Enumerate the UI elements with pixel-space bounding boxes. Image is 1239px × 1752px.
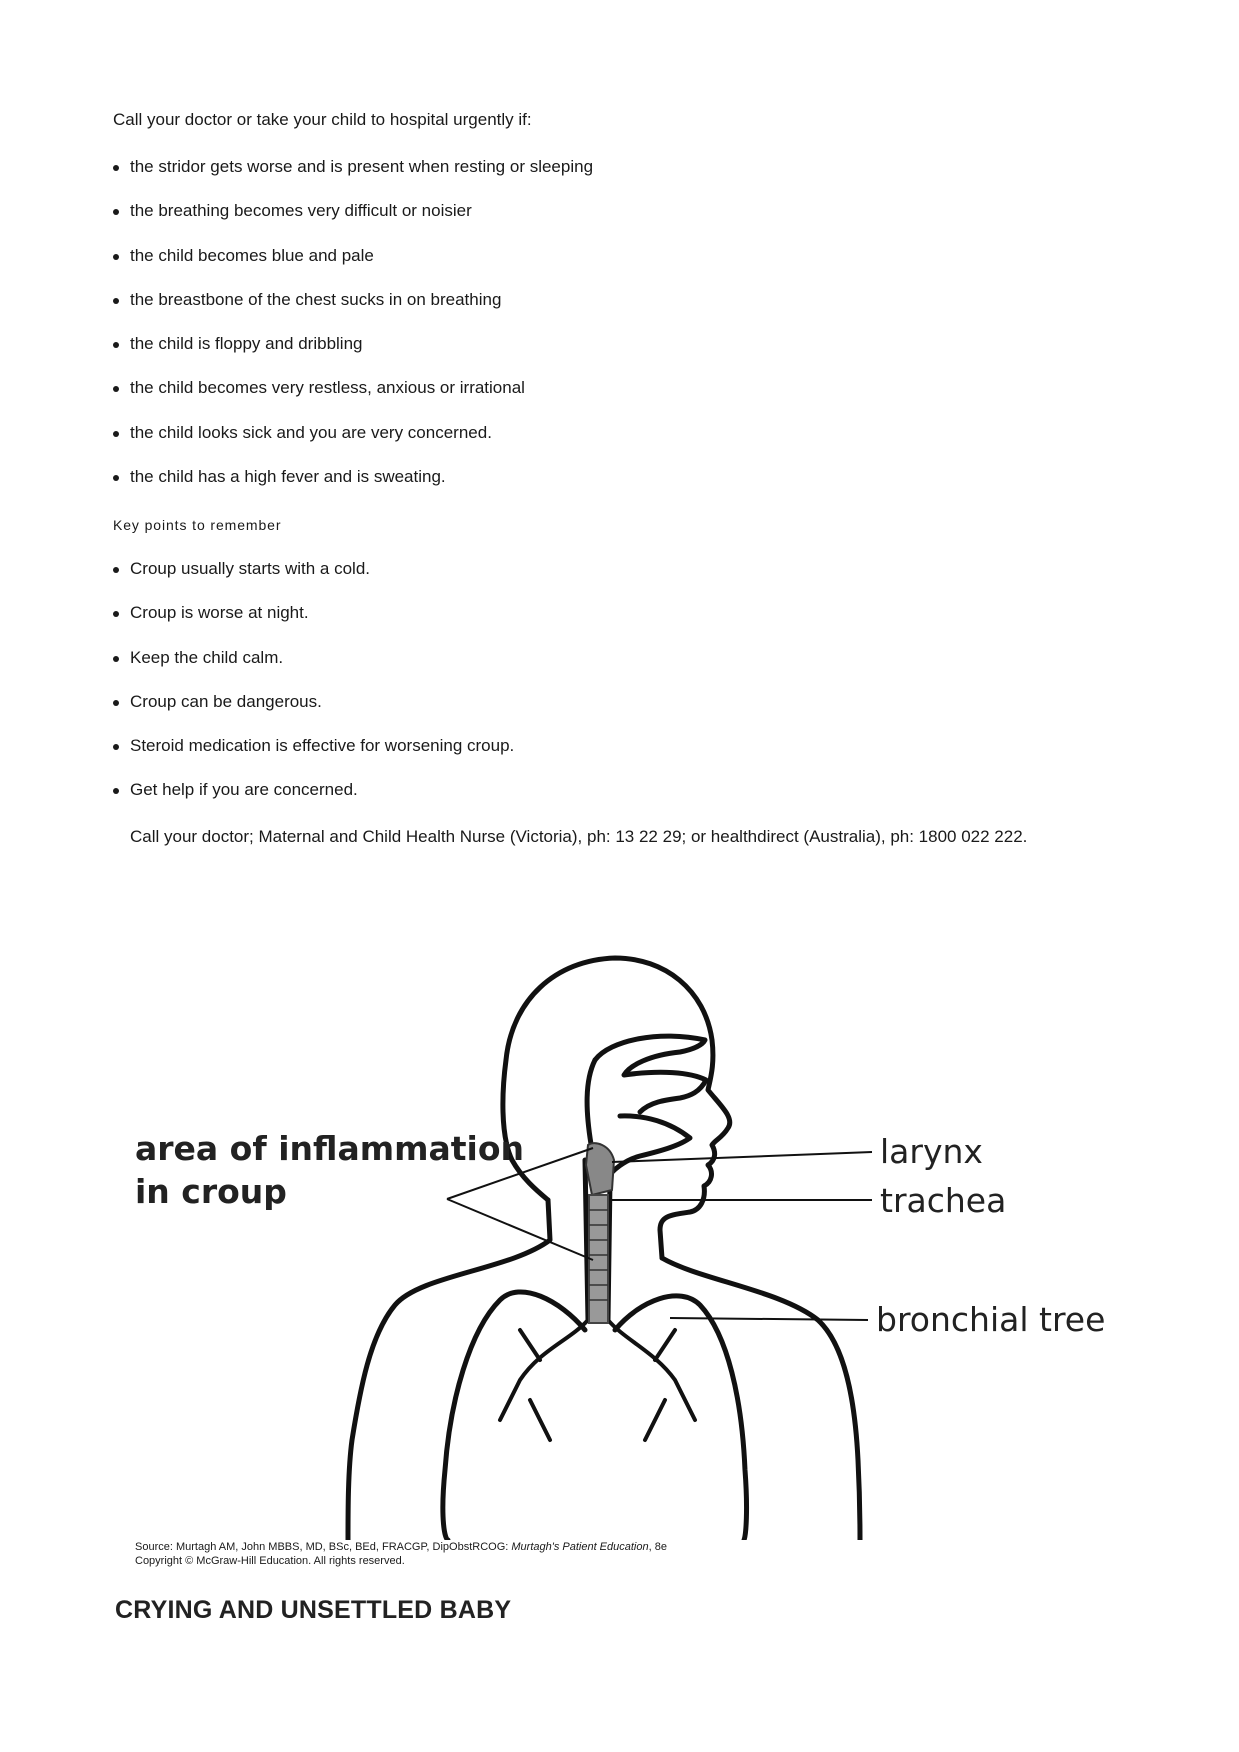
key-points-list <box>113 559 514 825</box>
larynx-label: larynx <box>880 1132 983 1171</box>
list-item: Croup is worse at night. <box>113 603 514 623</box>
list-item: Croup can be dangerous. <box>113 692 514 712</box>
bronchial-leader <box>670 1318 868 1320</box>
list-item: Get help if you are concerned. <box>113 780 514 800</box>
list-item: the child is floppy and dribbling <box>113 334 593 354</box>
list-item: the breastbone of the chest sucks in on breathing <box>113 290 593 310</box>
contact-info: Call your doctor; Maternal and Child Health Nurse (Victoria), ph: 13 22 29; or healthdirect (Australia), ph: 1800 022 222. <box>130 827 1028 846</box>
body-outline <box>348 1200 550 1540</box>
bronchial-tree-label: bronchial tree <box>876 1300 1106 1339</box>
list-item: the child becomes blue and pale <box>113 246 593 266</box>
list-item: Steroid medication is effective for worsening croup. <box>113 736 514 756</box>
mouth-floor <box>606 1116 690 1180</box>
list-item: Croup usually starts with a cold. <box>113 559 514 579</box>
list-item: the child looks sick and you are very concerned. <box>113 423 593 443</box>
list-item: the stridor gets worse and is present when resting or sleeping <box>113 157 593 177</box>
inflammation-leader-2 <box>447 1199 593 1260</box>
trachea-label: trachea <box>880 1181 1007 1220</box>
inflammation-label-line1: area of inflammation <box>135 1129 525 1168</box>
bronchi <box>500 1320 695 1440</box>
next-section-title: CRYING AND UNSETTLED BABY <box>115 1596 512 1624</box>
left-lung <box>443 1292 585 1540</box>
inflammation-label-line2: in croup <box>135 1172 287 1211</box>
source-citation <box>135 1540 667 1568</box>
head-outline <box>503 958 730 1258</box>
source-book: Murtagh's Patient Education <box>511 1541 649 1553</box>
trachea-left <box>585 1160 588 1320</box>
intro-text: Call your doctor or take your child to hospital urgently if: <box>113 110 532 129</box>
nasal-cavity <box>595 1036 706 1112</box>
list-item: Keep the child calm. <box>113 648 514 668</box>
right-lung <box>615 1296 747 1540</box>
respiratory-diagram <box>0 860 1239 1540</box>
key-points-heading: Key points to remember <box>113 517 282 533</box>
list-item: the child has a high fever and is sweating. <box>113 467 593 487</box>
list-item: the breathing becomes very difficult or noisier <box>113 201 593 221</box>
list-item: the child becomes very restless, anxious or irrational <box>113 378 593 398</box>
inflammation-area <box>586 1143 614 1195</box>
source-prefix: Source: Murtagh AM, John MBBS, MD, BSc, BEd, FRACGP, DipObstRCOG: <box>135 1541 512 1553</box>
copyright: Copyright © McGraw-Hill Education. All rights reserved. <box>135 1555 405 1567</box>
source-edition: , 8e <box>648 1541 667 1553</box>
urgent-signs-list <box>113 157 593 511</box>
